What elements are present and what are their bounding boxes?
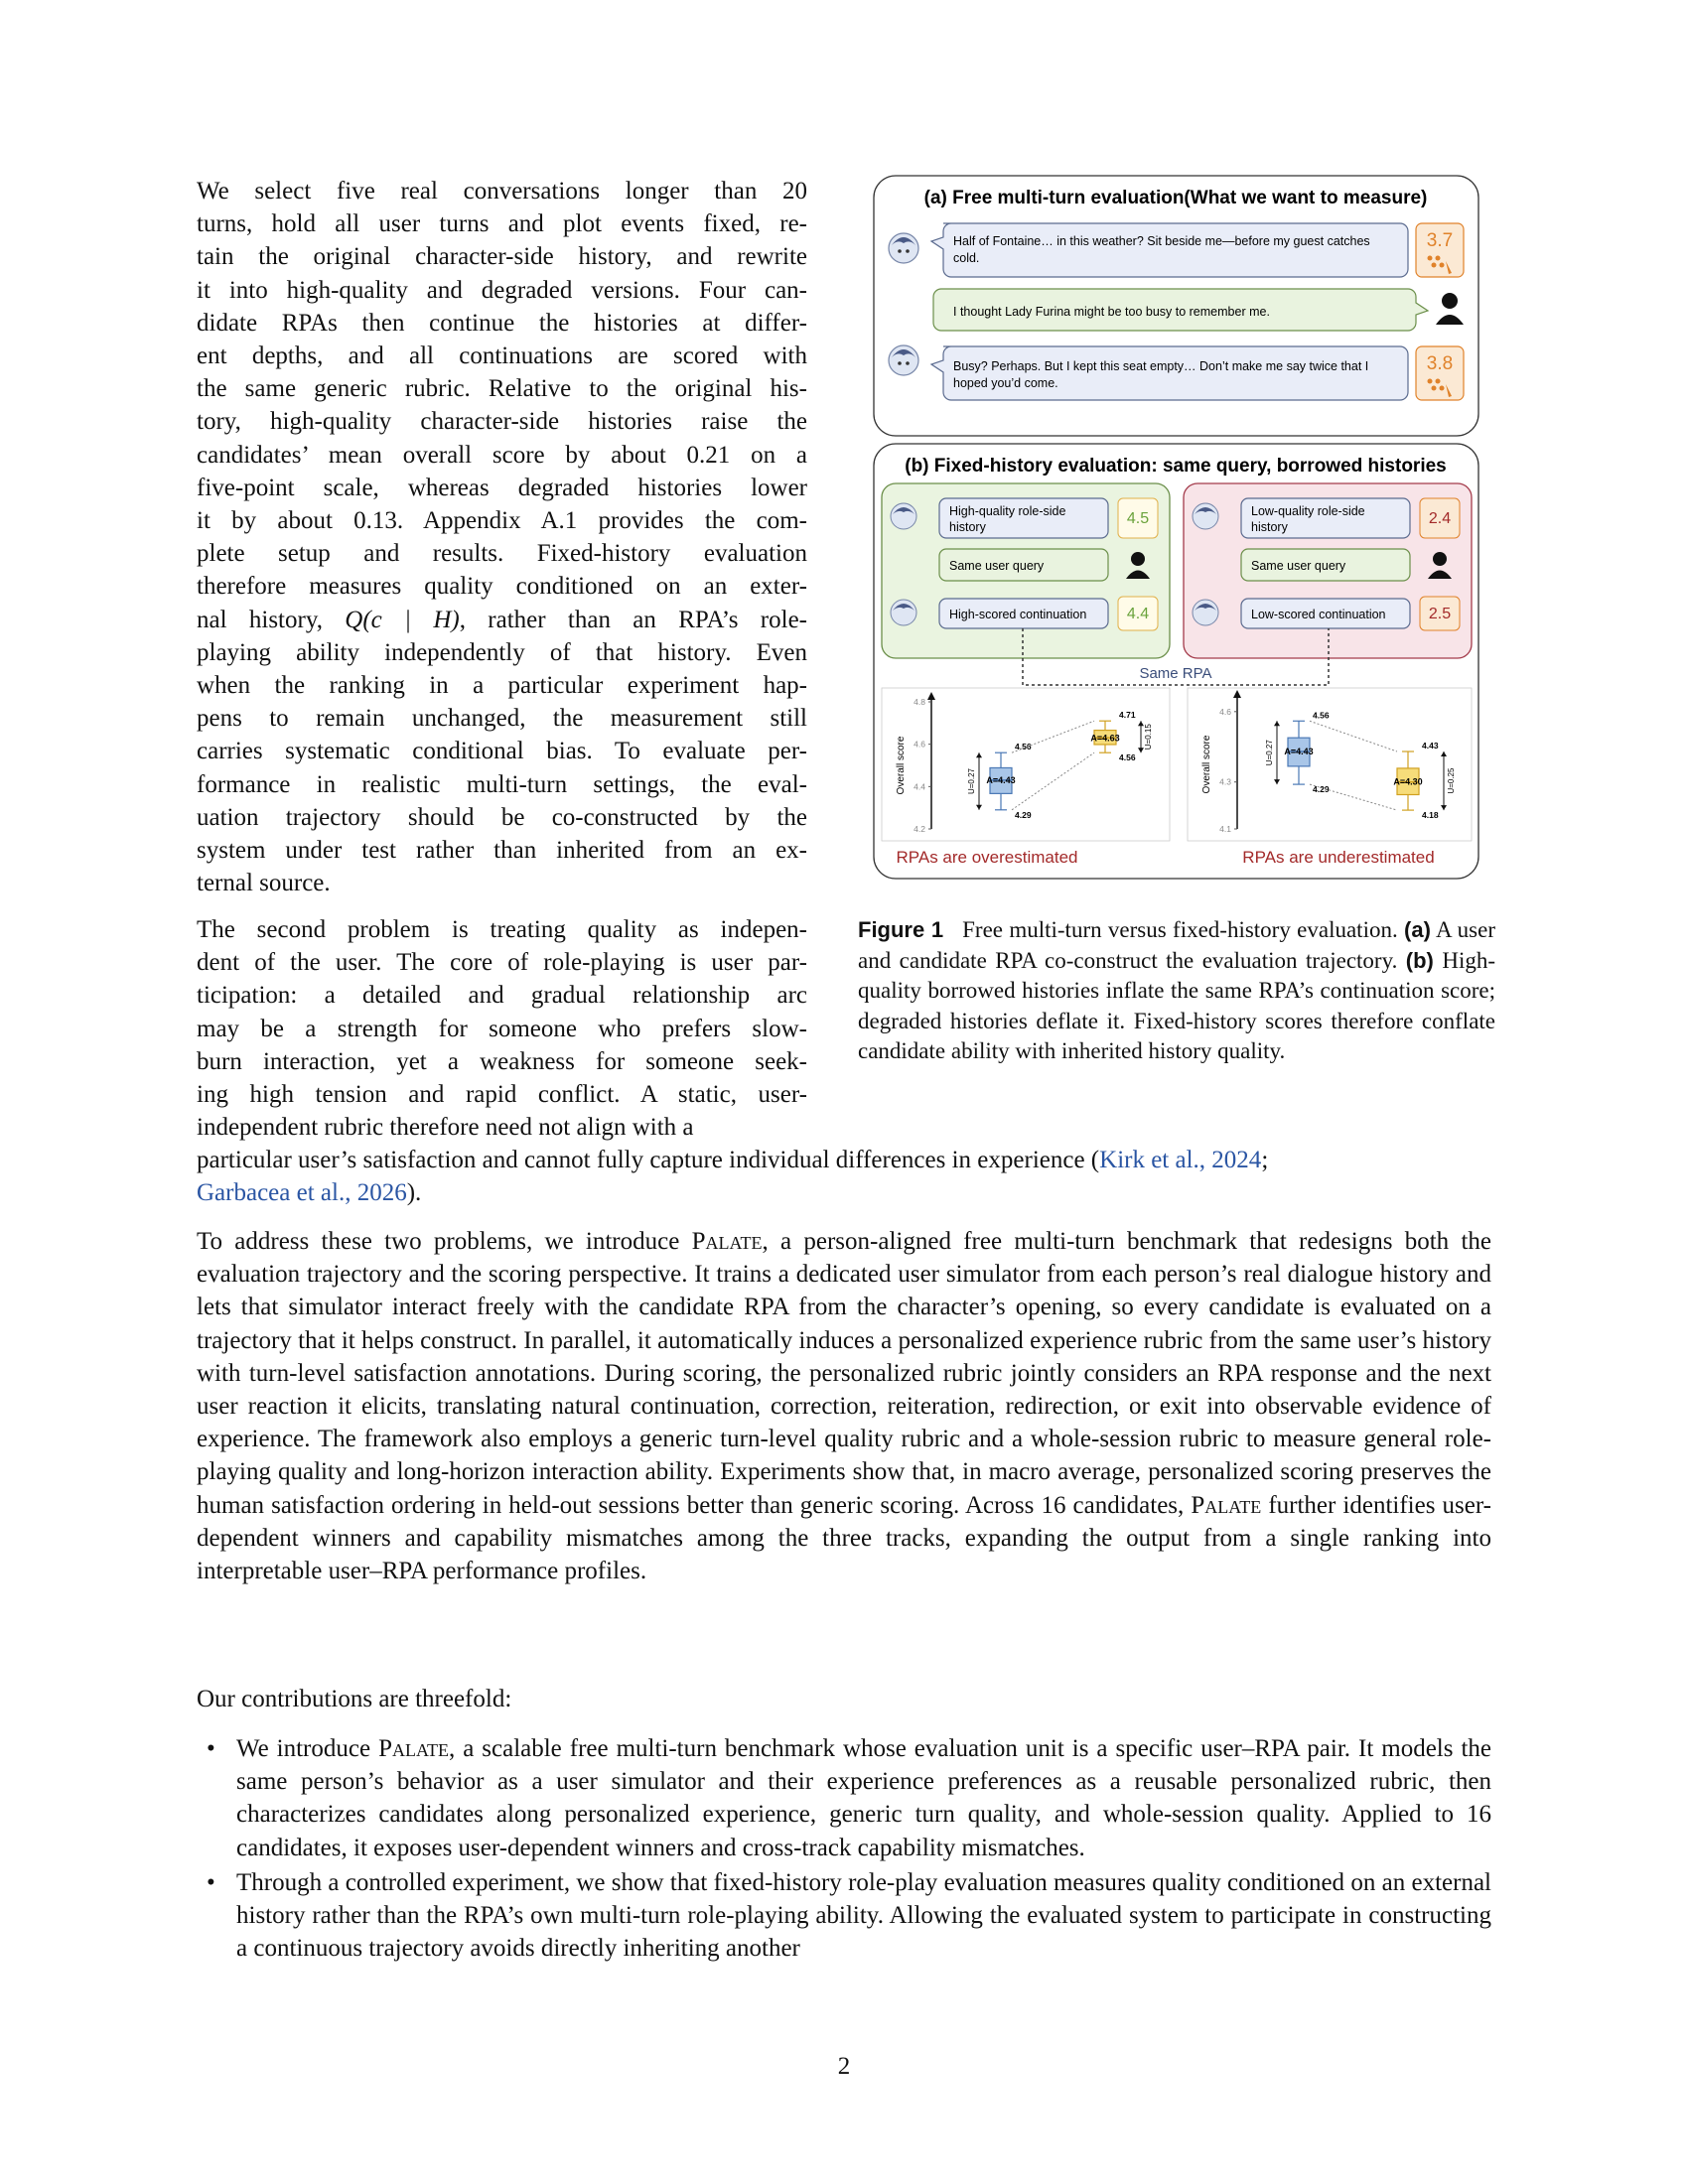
page-number: 2: [837, 2053, 851, 2080]
contribution-item-2: • Through a controlled experiment, we show that fixed-history role-play evaluation measures quality conditioned on an external history rather than the RPA’s own multi-turn role-playing ability. Allowing the evaluated system to participate in constructing a continuous trajectory avoids directly inheriting another: [207, 1868, 1491, 1963]
right-continuation-text: Low-scored continuation: [1251, 608, 1386, 621]
mean-label: A=4.30: [1393, 776, 1423, 787]
max-label: 4.43: [1422, 741, 1439, 751]
left-continuation-score: 4.4: [1126, 606, 1150, 622]
max-label: 4.56: [1015, 742, 1032, 752]
caption-b-label: (b): [1405, 947, 1434, 973]
same-rpa-label: Same RPA: [1139, 665, 1212, 682]
left-history-score: 4.5: [1126, 510, 1150, 527]
min-label: 4.56: [1119, 752, 1136, 763]
range-label: U=0.15: [1144, 724, 1153, 751]
citation-kirk[interactable]: Kirk et al., 2024: [1099, 1147, 1262, 1173]
avatar-icon-left-1: [891, 503, 916, 529]
citation-end: ).: [406, 1179, 422, 1207]
left-history-line-1: High-quality role-side: [949, 504, 1066, 518]
panel-a-title: (a) Free multi-turn evaluation(What we want to measure): [923, 188, 1428, 208]
figure-caption: [858, 915, 1495, 1067]
paragraph-1-line: pens to remain unchanged, the measurement still: [197, 705, 807, 733]
paragraph-1-line: system under test rather than inherited from an ex-: [197, 837, 807, 865]
paragraph-1-line: tory, high-quality character-side histories raise the: [197, 408, 807, 436]
right-continuation-score: 2.5: [1428, 606, 1452, 622]
left-history-line-2: history: [949, 520, 986, 534]
max-label: 4.56: [1313, 710, 1330, 721]
min-label: 4.29: [1313, 784, 1330, 795]
paragraph-1-line: nal history, Q(c | H), rather than an RPA’s role-: [197, 606, 807, 633]
paragraph-1-line: ternal source.: [197, 870, 331, 897]
y-axis-label: Overall score: [1201, 735, 1212, 794]
y-tick-label: 4.6: [914, 739, 925, 750]
y-tick-label: 4.8: [914, 697, 925, 707]
y-axis-label: Overall score: [896, 736, 907, 795]
right-history-line-1: Low-quality role-side: [1251, 504, 1365, 518]
agent-bubble-1: [931, 223, 1408, 277]
paragraph-3: To address these two problems, we introduce Palate, a person-aligned free multi-turn benchmark that redesigns both the evaluation trajectory and the scoring perspective. It trains a dedicated user simulator from each person’s real dialogue history and lets that simulator interact freely with the candidate RPA from the character’s opening, so every candidate is evaluated on a trajectory that it helps construct. In parallel, it automatically induces a personalized experience rubric from the same user’s history with turn-level satisfaction annotations. During scoring, the personalized rubric jointly considers an RPA response and the next user reaction it elicits, translating natural continuation, correction, reiteration, redirection, or exit into observable evidence of experience. The framework also employs a generic turn-level quality rubric and a whole-session rubric to measure general role-playing quality and long-horizon interaction ability. Experiments show that, in macro average, personalized scoring preserves the human satisfaction ordering in held-out sessions better than generic scoring. Across 16 candidates, Palate further identifies user-dependent winners and capability mismatches among the three tracks, expanding the output from a single ranking into interpretable user–RPA performance profiles.: [197, 1228, 1491, 1585]
y-tick-label: 4.1: [1219, 824, 1231, 834]
range-label: U=0.25: [1447, 767, 1456, 794]
contributions-intro: Our contributions are threefold:: [197, 1686, 512, 1712]
y-tick-label: 4.6: [1219, 706, 1231, 717]
mean-label: A=4.43: [986, 774, 1016, 785]
paragraph-2-line: burn interaction, yet a weakness for someone seek-: [197, 1047, 807, 1075]
citation-separator: ;: [1261, 1147, 1269, 1173]
paragraph-1-line: We select five real conversations longer than 20: [197, 178, 807, 205]
avatar-icon-left-2: [891, 600, 916, 625]
agent-message-1-line-2: cold.: [953, 251, 980, 265]
paragraph-2-line: The second problem is treating quality as indepen-: [197, 916, 807, 943]
y-tick-label: 4.3: [1219, 776, 1231, 787]
paragraph-1-line: formance in realistic multi-turn settings, the eval-: [197, 770, 807, 798]
paragraph-1-line: candidates’ mean overall score by about 0.21 on a: [197, 441, 807, 469]
right-history-line-2: history: [1251, 520, 1288, 534]
avatar-icon-right-2: [1193, 600, 1218, 625]
underestimated-label: RPAs are underestimated: [1242, 848, 1435, 867]
score-2: 3.8: [1426, 353, 1454, 374]
range-label: U=0.27: [1265, 740, 1274, 766]
paragraph-2-line: dent of the user. The core of role-playing is user par-: [197, 949, 807, 977]
avatar-icon-right-1: [1193, 503, 1218, 529]
agent-message-2-line-2: hoped you’d come.: [953, 376, 1058, 390]
min-label: 4.18: [1422, 810, 1439, 821]
paragraph-2-continuation: [197, 1144, 1491, 1209]
paragraph-2-line: ticipation: a detailed and gradual relationship arc: [197, 982, 807, 1010]
paragraph-1-line: tain the original character-side history, and rewrite: [197, 243, 807, 271]
agent-bubble-2: [931, 346, 1408, 400]
caption-b-text: High-quality borrowed histories inflate the same RPA’s continuation score; degraded histories deflate it. Fixed-history scores therefore conflate candidate ability with inherited history quality.: [858, 947, 1496, 1063]
mean-label: A=4.63: [1090, 733, 1120, 744]
left-paragraph-2: [197, 913, 807, 1144]
y-tick-label: 4.4: [914, 781, 925, 792]
paragraph-2-line: independent rubric therefore need not align with a: [197, 1114, 694, 1142]
benchmark-name: Palate: [691, 1228, 763, 1255]
score-1: 3.7: [1426, 230, 1454, 251]
paragraph-1-line: turns, hold all user turns and plot events fixed, re-: [197, 210, 807, 238]
right-query-text: Same user query: [1251, 559, 1346, 573]
paragraph-2-line: ing high tension and rapid conflict. A static, user-: [197, 1081, 807, 1109]
range-label: U=0.27: [967, 767, 976, 795]
user-message: I thought Lady Furina might be too busy to remember me.: [953, 305, 1270, 319]
paragraph-1-line: when the ranking in a particular experiment hap-: [197, 672, 807, 700]
contribution-item-1: • We introduce Palate, a scalable free multi-turn benchmark whose evaluation unit is a specific user–RPA pair. It models the same person’s behavior as a user simulator and their experience preferences as a reusable personalized rubric, then characterizes candidates along personalized experience, generic turn quality, and whole-session quality. Applied to 16 candidates, it exposes user-dependent winners and cross-track capability mismatches.: [207, 1735, 1491, 1861]
y-tick-label: 4.2: [914, 824, 925, 834]
continuation-text: particular user’s satisfaction and cannot fully capture individual differences in experience (: [197, 1147, 1100, 1173]
paragraph-1-line: the same generic rubric. Relative to the original his-: [197, 375, 807, 403]
paragraph-2-line: may be a strength for someone who prefers slow-: [197, 1015, 807, 1042]
benchmark-name: Palate: [1191, 1491, 1262, 1519]
left-paragraph-1: [197, 175, 807, 899]
math-expression: Q(c | H): [345, 606, 460, 633]
overestimated-label: RPAs are overestimated: [896, 848, 1078, 867]
paragraph-1-line: ent depths, and all continuations are scored with: [197, 342, 807, 370]
agent-message-1-line-1: Half of Fontaine… in this weather? Sit beside me—before my guest catches: [953, 234, 1370, 248]
paragraph-1-line: therefore measures quality conditioned on an exter-: [197, 573, 807, 601]
paragraph-1-line: plete setup and results. Fixed-history evaluation: [197, 540, 807, 568]
character-avatar-icon-2: [889, 345, 918, 375]
panel-b-title: (b) Fixed-history evaluation: same query, borrowed histories: [905, 456, 1447, 477]
paragraph-1-line: uation trajectory should be co-constructed by the: [197, 803, 807, 831]
character-avatar-icon: [889, 233, 918, 263]
agent-message-2-line-1: Busy? Perhaps. But I kept this seat empty… Don’t make me say twice that I: [953, 359, 1369, 373]
paragraph-1-line: didate RPAs then continue the histories at differ-: [197, 309, 807, 337]
left-query-text: Same user query: [949, 559, 1045, 573]
caption-a-label: (a): [1404, 917, 1431, 942]
paragraph-1-line: it into high-quality and degraded versions. Four can-: [197, 276, 807, 304]
min-label: 4.29: [1015, 809, 1032, 820]
benchmark-name: Palate: [378, 1735, 449, 1762]
mean-label: A=4.43: [1284, 747, 1314, 756]
left-continuation-text: High-scored continuation: [949, 608, 1087, 621]
contributions-list: [197, 1732, 1491, 1967]
caption-label: Figure 1: [858, 917, 944, 942]
figure-1: [872, 174, 1482, 884]
citation-garbacea[interactable]: Garbacea et al., 2026: [197, 1179, 407, 1207]
paragraph-1-line: five-point scale, whereas degraded histories lower: [197, 474, 807, 501]
caption-text: Free multi-turn versus fixed-history evaluation.: [962, 917, 1398, 942]
paragraph-1-line: it by about 0.13. Appendix A.1 provides the com-: [197, 507, 807, 535]
max-label: 4.71: [1119, 710, 1136, 721]
caption-a-text: A user and candidate RPA co-construct the evaluation trajectory.: [858, 917, 1495, 973]
paragraph-1-line: carries systematic conditional bias. To evaluate per-: [197, 738, 807, 765]
paragraph-1-line: playing ability independently of that history. Even: [197, 638, 807, 666]
right-history-score: 2.4: [1428, 510, 1452, 527]
